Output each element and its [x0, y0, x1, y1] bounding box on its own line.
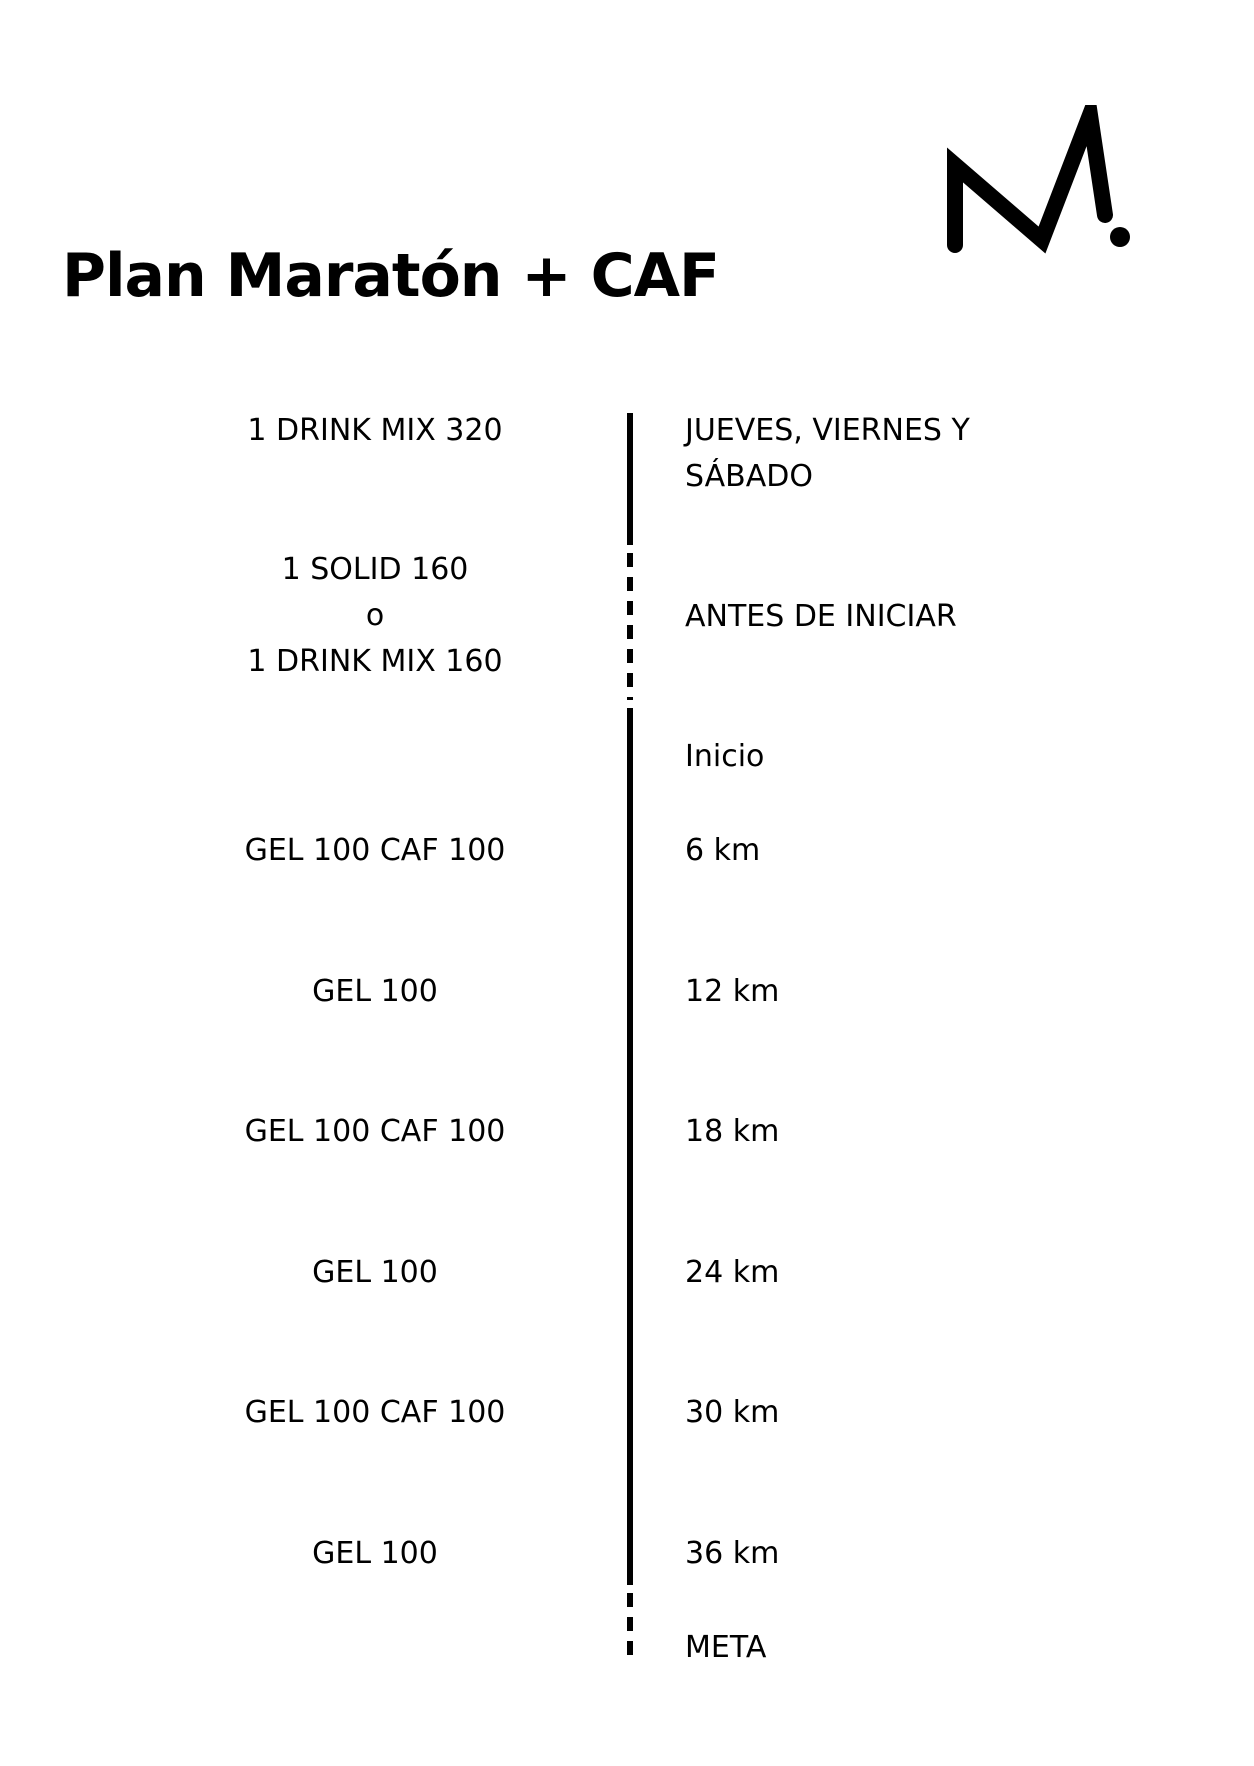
page-title: Plan Maratón + CAF	[62, 241, 720, 311]
row-left-7: GEL 100 CAF 100	[244, 1395, 506, 1430]
row-right-3: 6 km	[685, 833, 761, 868]
row-right-7: 30 km	[685, 1395, 780, 1430]
row-right-8: 36 km	[685, 1536, 780, 1571]
row-right-5: 18 km	[685, 1114, 780, 1149]
row-right-9: META	[685, 1630, 767, 1665]
row-right-6: 24 km	[685, 1255, 780, 1290]
row-left-6: GEL 100	[312, 1255, 438, 1290]
row-left-5: GEL 100 CAF 100	[244, 1114, 506, 1149]
row-left-3: GEL 100 CAF 100	[244, 833, 506, 868]
m-brand-logo-icon	[945, 105, 1135, 255]
row-right-0: JUEVES, VIERNES Y SÁBADO	[685, 413, 970, 494]
row-right-4: 12 km	[685, 974, 780, 1009]
row-left-8: GEL 100	[312, 1536, 438, 1571]
row-right-2: Inicio	[685, 739, 765, 774]
row-left-1: 1 SOLID 160 o 1 DRINK MIX 160	[247, 552, 503, 679]
row-left-0: 1 DRINK MIX 320	[247, 413, 503, 448]
row-right-1: ANTES DE INICIAR	[685, 599, 957, 634]
row-left-4: GEL 100	[312, 974, 438, 1009]
